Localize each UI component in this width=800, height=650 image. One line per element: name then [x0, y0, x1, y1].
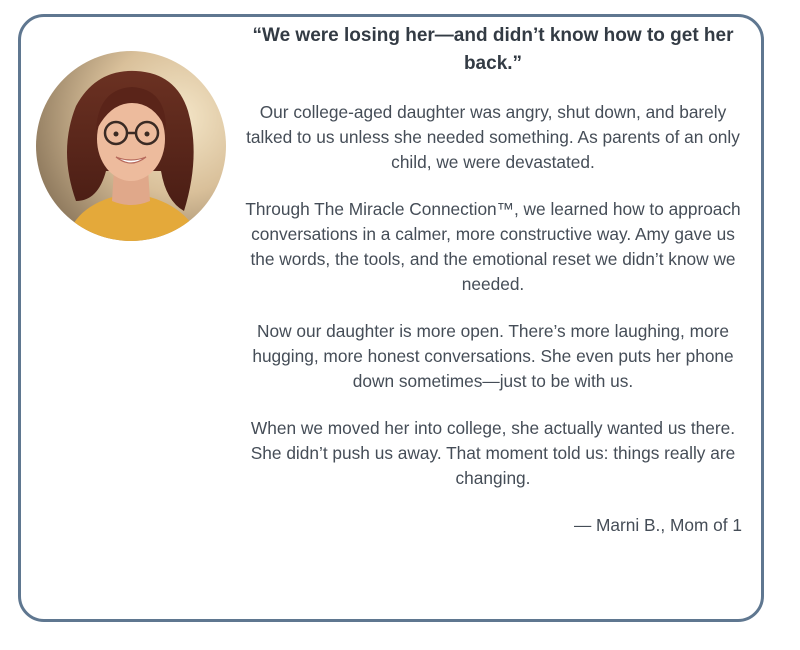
testimonial-attribution: — Marni B., Mom of 1 [573, 515, 742, 535]
testimonial-paragraph-3: Now our daughter is more open. There’s more laughing, more hugging, more honest conversations. She even puts her phone down sometimes—just to be with us. [252, 321, 734, 391]
testimonial-paragraph-4: When we moved her into college, she actually wanted us there. She didn’t push us away. That moment told us: things really are changing. [250, 418, 736, 488]
testimonial-content [240, 22, 746, 538]
testimonial-headline: “We were losing her—and didn’t know how to get her back.” [252, 25, 734, 74]
avatar [36, 51, 226, 241]
testimonial-paragraph-1: Our college-aged daughter was angry, shut down, and barely talked to us unless she needed something. As parents of an only child, we were devastated. [246, 102, 740, 172]
testimonial-paragraph-2: Through The Miracle Connection™, we learned how to approach conversations in a calmer, more constructive way. Amy gave us the words, the tools, and the emotional reset we didn’t know we needed. [245, 199, 741, 294]
portrait-photo-icon [36, 51, 226, 241]
